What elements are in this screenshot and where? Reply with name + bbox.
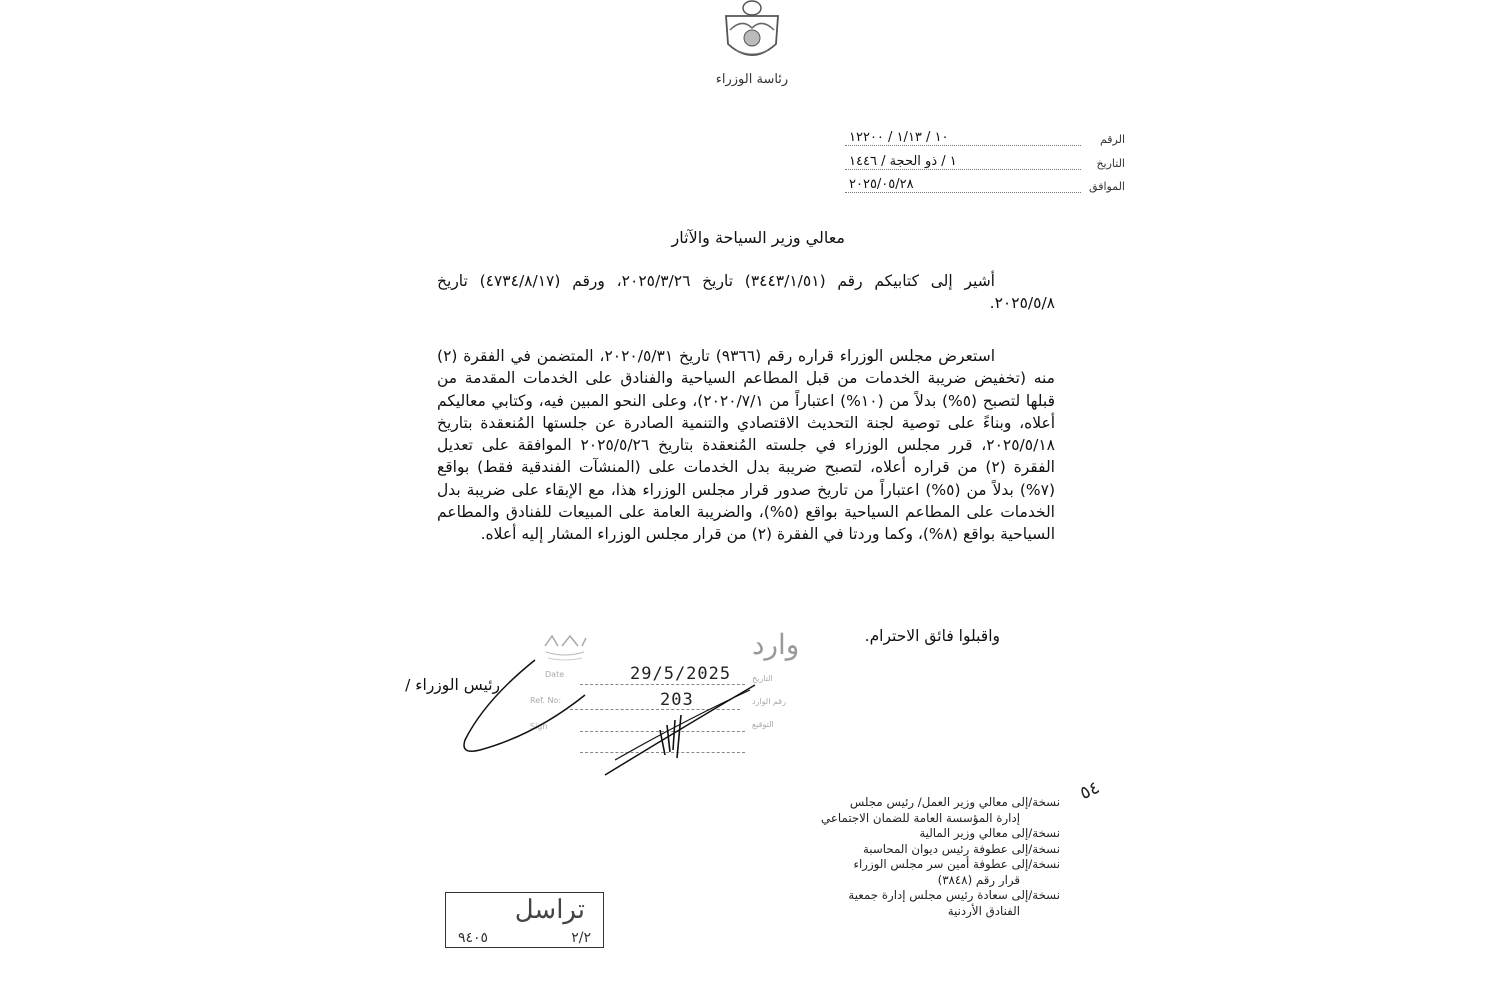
equivalent-value: ٢٠٢٥/٠٥/٢٨ bbox=[845, 177, 1081, 193]
stamp-date-label-ar: التاريخ bbox=[752, 674, 773, 683]
correspondence-stamp-title: تراسل bbox=[514, 895, 585, 925]
addressee: معالي وزير السياحة والآثار bbox=[671, 228, 845, 247]
equivalent-date-row bbox=[845, 173, 1125, 193]
correspondence-stamp-box bbox=[445, 892, 604, 948]
handwritten-signature bbox=[455, 640, 775, 780]
copy-line: نسخة/إلى عطوفة أمين سر مجلس الوزراء bbox=[853, 857, 1060, 871]
signer-title: رئيس الوزراء / bbox=[405, 676, 500, 694]
number-label: الرقم bbox=[1099, 133, 1125, 146]
stamp-sign-label: Sign bbox=[530, 722, 548, 731]
date-row bbox=[845, 150, 1125, 170]
copy-line: الفنادق الأردنية bbox=[947, 903, 1020, 918]
stamp-ref-value: 203 bbox=[660, 690, 694, 710]
closing-line: واقبلوا فائق الاحترام. bbox=[864, 627, 1000, 645]
date-label: التاريخ bbox=[1096, 157, 1125, 170]
reference-number-row bbox=[845, 126, 1125, 146]
copy-line: قرار رقم (٣٨٤٨) bbox=[937, 872, 1020, 887]
office-name: رئاسة الوزراء bbox=[715, 72, 789, 87]
received-stamp-title: وارد bbox=[752, 628, 800, 661]
coat-of-arms-emblem bbox=[712, 0, 792, 70]
correspondence-stamp-ref-b: ٩٤٠٥ bbox=[458, 930, 489, 946]
number-value: ١٠ / ١/١٣ / ١٢٢٠٠ bbox=[845, 130, 1081, 146]
paragraph-reference: أشير إلى كتابيكم رقم (٣٤٤٣/١/٥١) تاريخ ٢٠٢٥/٣/٢٦، ورقم (٤٧٣٤/٨/١٧) تاريخ ٢٠٢٥/٥/٨. bbox=[437, 272, 1055, 313]
equivalent-label: الموافق bbox=[1089, 180, 1125, 193]
copy-line: إدارة المؤسسة العامة للضمان الاجتماعي bbox=[821, 810, 1020, 825]
copy-line: نسخة/إلى عطوفة رئيس ديوان المحاسبة bbox=[862, 841, 1060, 856]
stamp-sign-label-ar: التوقيع bbox=[752, 720, 774, 729]
copy-line: نسخة/إلى معالي وزير العمل/ رئيس مجلس bbox=[849, 795, 1060, 809]
stamp-ref-label: Ref. No: bbox=[530, 696, 562, 705]
copy-line: نسخة/إلى سعادة رئيس مجلس إدارة جمعية bbox=[848, 888, 1060, 902]
stamp-date-label: Date bbox=[545, 670, 565, 679]
stamp-ref-label-ar: رقم الوارد bbox=[752, 697, 786, 706]
date-value: ١ / ذو الحجة / ١٤٤٦ bbox=[845, 154, 1081, 170]
copies-list bbox=[730, 795, 1060, 919]
copy-line: نسخة/إلى معالي وزير المالية bbox=[919, 826, 1060, 840]
paragraph-decision: استعرض مجلس الوزراء قراره رقم (٩٣٦٦) تاريخ ٢٠٢٠/٥/٣١، المتضمن في الفقرة (٢) منه (تخفيض ضريبة الخدمات من قبل المطاعم السياحية والفنادق على الخدمات المقدمة من قبلها لتصبح (٥%) بدلاً من (١٠%) اعتباراً من ٢٠٢٠/٧/١)، وعلى النحو المبين فيه، وكتابي معاليكم أعلاه، وبناءً على توصية لجنة التحديث الاقتصادي والتنمية الصادرة عن جلستها المُنعقدة بتاريخ ٢٠٢٥/٥/١٨، قرر مجلس الوزراء في جلسته المُنعقدة بتاريخ ٢٠٢٥/٥/٢٦ الموافقة على تعديل الفقرة (٢) من قراره أعلاه، لتصبح ضريبة بدل الخدمات على (المنشآت الفندقية فقط) بواقع (٧%) بدلاً من (٥%) اعتباراً من تاريخ صدور قرار مجلس الوزراء هذا، مع الإبقاء على ضريبة بدل الخدمات على المطاعم السياحية بواقع (٥%)، والضريبة العامة على المبيعات للفنادق والمطاعم السياحية بواقع (٨%)، وكما وردتا في الفقرة (٢) من قرار مجلس الوزراء المشار إليه أعلاه. bbox=[437, 347, 1055, 544]
stamp-date-value: 29/5/2025 bbox=[630, 664, 732, 684]
correspondence-stamp-ref-a: ٢/٢ bbox=[571, 930, 591, 946]
margin-handwritten-note: ٥٤ bbox=[1076, 776, 1103, 805]
